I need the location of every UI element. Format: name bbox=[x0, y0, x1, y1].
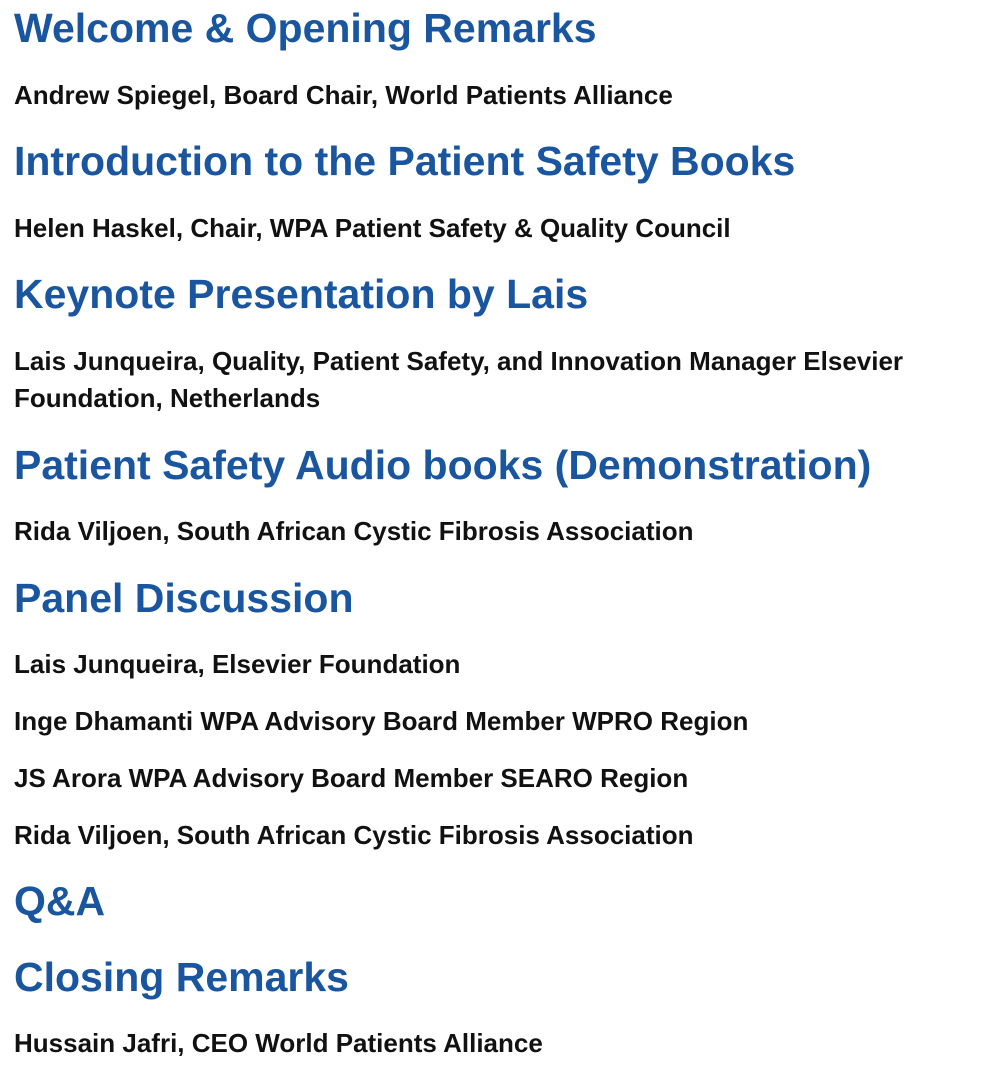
agenda-heading-introduction: Introduction to the Patient Safety Books bbox=[14, 138, 796, 184]
agenda-heading-keynote: Keynote Presentation by Lais bbox=[14, 271, 589, 317]
agenda-heading-panel: Panel Discussion bbox=[14, 575, 354, 621]
agenda-heading-qa: Q&A bbox=[14, 878, 106, 924]
agenda-speaker: Rida Viljoen, South African Cystic Fibrosis Association bbox=[14, 820, 694, 850]
agenda-speaker: Lais Junqueira, Elsevier Foundation bbox=[14, 649, 461, 679]
agenda-speaker: Lais Junqueira, Quality, Patient Safety, and Innovation Manager Elsevier bbox=[14, 346, 904, 376]
agenda-speaker: Rida Viljoen, South African Cystic Fibrosis Association bbox=[14, 516, 694, 546]
agenda-heading-welcome: Welcome & Opening Remarks bbox=[14, 5, 597, 51]
agenda-speaker: Helen Haskel, Chair, WPA Patient Safety & Quality Council bbox=[14, 213, 731, 243]
agenda-speaker-continued: Foundation, Netherlands bbox=[14, 383, 321, 413]
agenda-speaker: Hussain Jafri, CEO World Patients Alliance bbox=[14, 1028, 543, 1058]
agenda-speaker: Andrew Spiegel, Board Chair, World Patients Alliance bbox=[14, 80, 673, 110]
agenda-heading-closing: Closing Remarks bbox=[14, 954, 349, 1000]
agenda-speaker: Inge Dhamanti WPA Advisory Board Member WPRO Region bbox=[14, 706, 749, 736]
agenda-speaker: JS Arora WPA Advisory Board Member SEARO Region bbox=[14, 763, 689, 793]
agenda-heading-audio-books: Patient Safety Audio books (Demonstration) bbox=[14, 442, 872, 488]
